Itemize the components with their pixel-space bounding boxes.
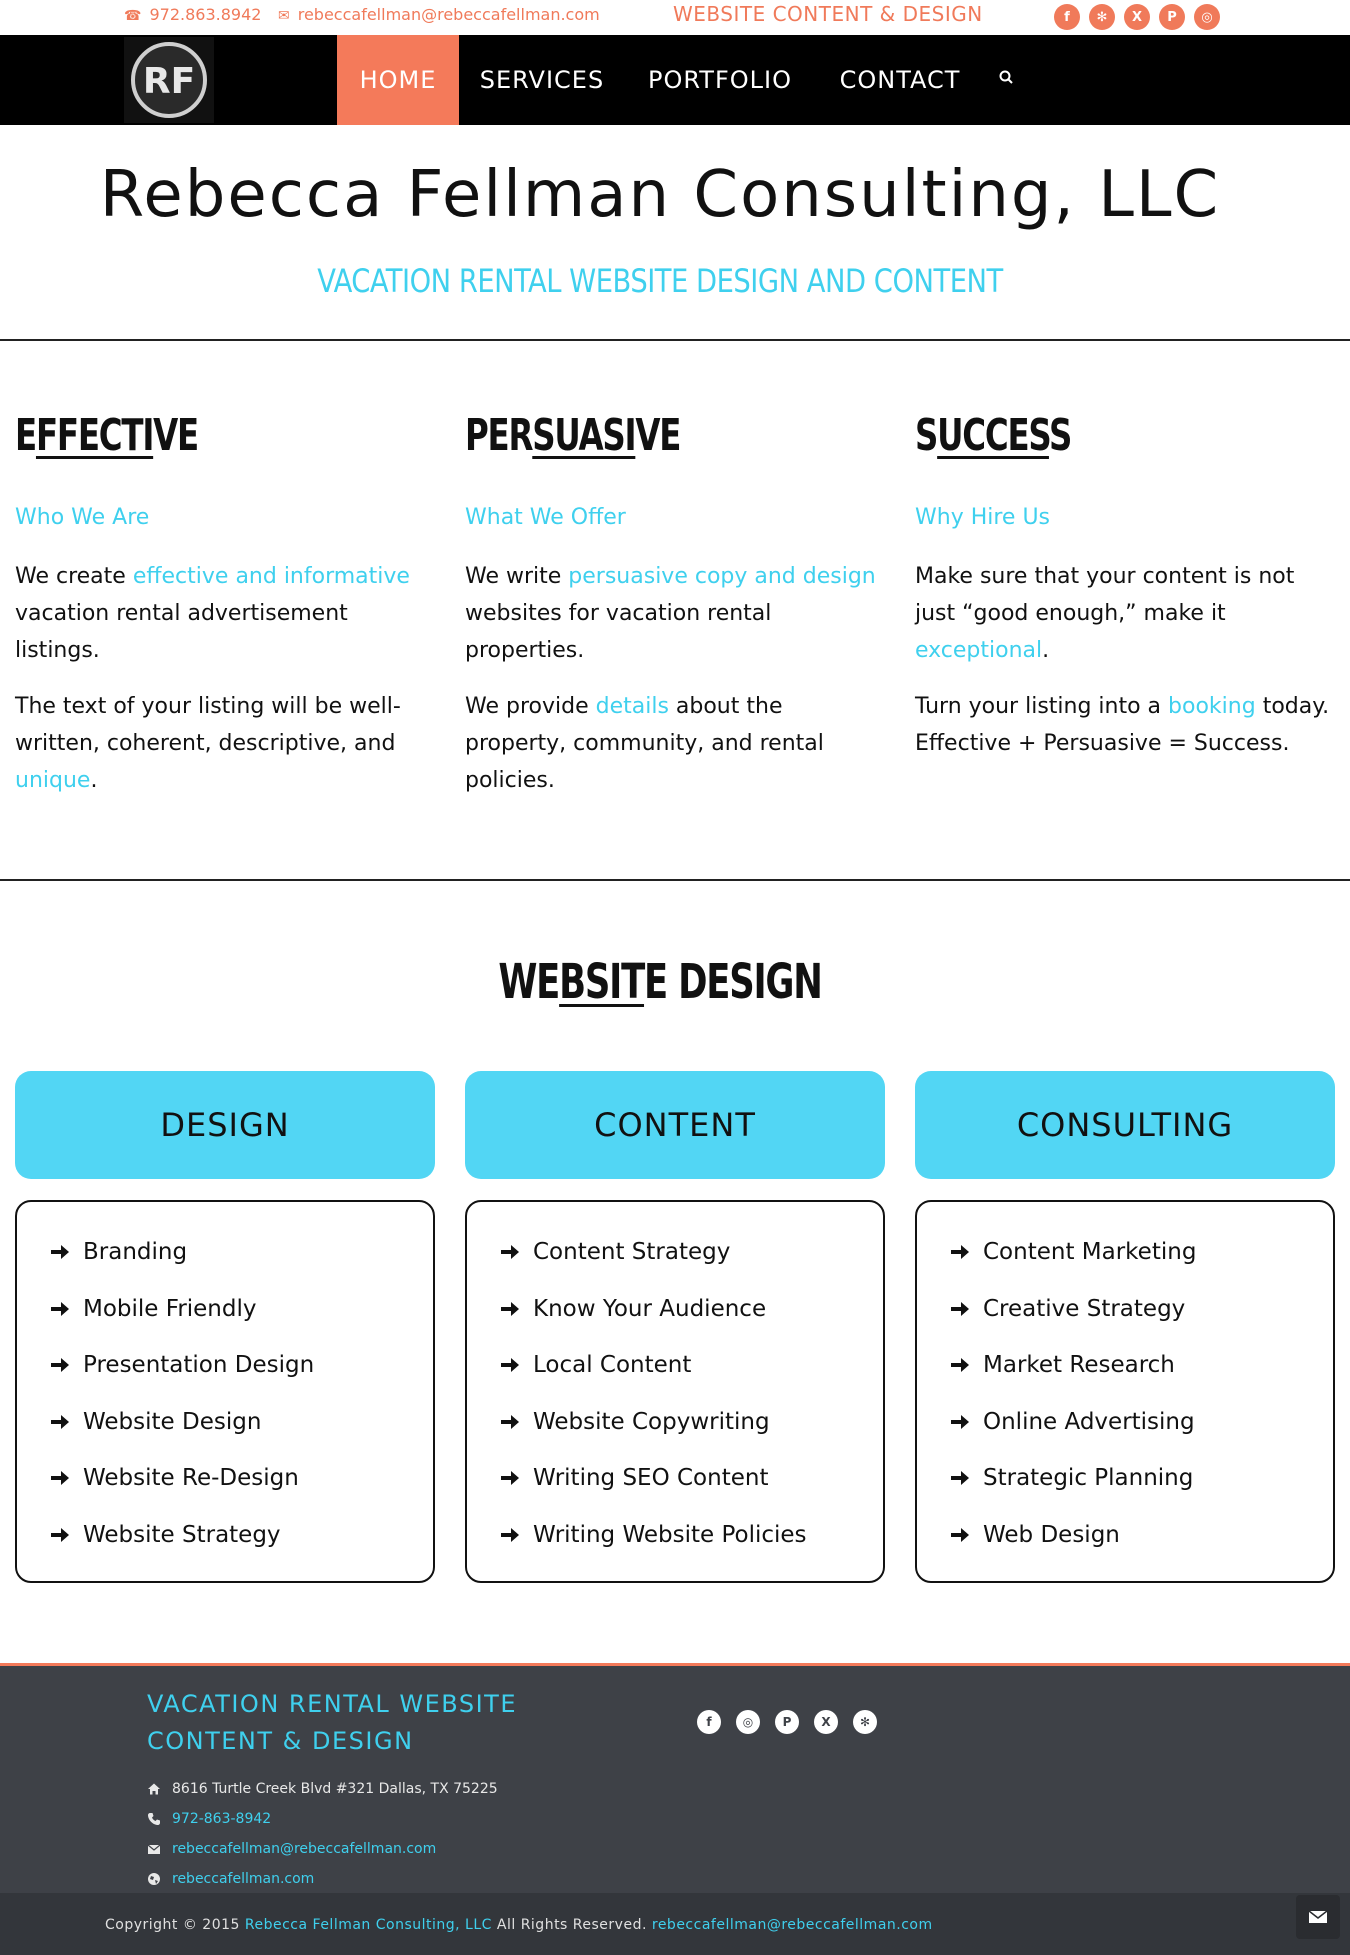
text: We provide <box>465 694 596 719</box>
list-item-label: Writing Website Policies <box>533 1521 807 1548</box>
copyright-email-link[interactable]: rebeccafellman@rebeccafellman.com <box>651 1917 933 1933</box>
arrow-right-icon <box>49 1298 71 1320</box>
footer-website-link[interactable]: rebeccafellman.com <box>172 1871 315 1887</box>
list-item <box>917 1224 1333 1281</box>
arrow-right-icon <box>49 1354 71 1376</box>
page-tagline: VACATION RENTAL WEBSITE DESIGN AND CONTENT <box>317 262 1003 300</box>
column-effective <box>15 410 435 799</box>
list-item-label: Know Your Audience <box>533 1295 767 1322</box>
arrow-right-icon <box>949 1411 971 1433</box>
list-item <box>917 1337 1333 1394</box>
list-item <box>917 1450 1333 1507</box>
text: Copyright © 2015 <box>105 1917 245 1933</box>
list-item <box>917 1394 1333 1451</box>
copyright-text <box>105 1917 933 1933</box>
topbar-phone-link[interactable] <box>124 5 261 24</box>
list-item-label: Online Advertising <box>983 1408 1195 1435</box>
highlight-text: exceptional <box>915 638 1043 663</box>
column-paragraph <box>465 558 885 669</box>
arrow-right-icon <box>499 1524 521 1546</box>
nav-contact[interactable]: CONTACT <box>839 66 961 94</box>
text: . <box>90 768 98 793</box>
list-item <box>17 1337 433 1394</box>
list-item-label: Content Strategy <box>533 1239 731 1266</box>
envelope-icon: ✉ <box>278 8 290 24</box>
topbar-title: WEBSITE CONTENT & DESIGN <box>673 2 983 26</box>
list-item <box>17 1281 433 1338</box>
card-list-content <box>465 1200 885 1583</box>
column-persuasive <box>465 410 885 799</box>
highlight-text: unique <box>15 768 91 793</box>
x-icon[interactable]: X <box>1124 4 1150 30</box>
card-header-consulting: CONSULTING <box>915 1071 1335 1179</box>
company-link[interactable]: Rebecca Fellman Consulting, LLC <box>244 1917 492 1933</box>
column-subtitle: Who We Are <box>15 505 150 530</box>
column-paragraph <box>15 558 435 669</box>
list-item-label: Web Design <box>983 1521 1120 1548</box>
page-title: Rebecca Fellman Consulting, LLC <box>99 158 1221 232</box>
text: Turn your listing into a <box>915 694 1169 719</box>
facebook-icon[interactable]: f <box>1054 4 1080 30</box>
heading-text: PERSUASIVE <box>465 410 681 461</box>
copyright-bar <box>0 1893 1350 1955</box>
footer <box>0 1663 1350 1893</box>
footer-address-text: 8616 Turtle Creek Blvd #321 Dallas, TX 75225 <box>172 1781 498 1797</box>
phone-icon: ☎ <box>124 8 142 24</box>
list-item <box>467 1337 883 1394</box>
arrow-right-icon <box>949 1524 971 1546</box>
yelp-icon[interactable]: ✻ <box>853 1710 877 1734</box>
pinterest-icon[interactable]: P <box>1159 4 1185 30</box>
list-item-label: Presentation Design <box>83 1352 315 1379</box>
list-item <box>17 1450 433 1507</box>
column-paragraph <box>15 688 435 799</box>
footer-email-link[interactable]: rebeccafellman@rebeccafellman.com <box>172 1841 437 1857</box>
site-logo[interactable] <box>124 37 214 123</box>
arrow-right-icon <box>499 1467 521 1489</box>
heading-text: EFFECTIVE <box>15 410 199 461</box>
footer-phone[interactable] <box>147 1811 271 1827</box>
text: vacation rental advertisement listings. <box>15 601 348 663</box>
globe-icon <box>147 1872 161 1886</box>
x-icon[interactable]: X <box>814 1710 838 1734</box>
column-heading <box>465 410 809 461</box>
highlight-text: effective and informative <box>132 564 410 589</box>
arrow-right-icon <box>949 1354 971 1376</box>
facebook-icon[interactable]: f <box>697 1710 721 1734</box>
text: websites for vacation rental properties. <box>465 601 772 663</box>
top-bar <box>0 0 1350 35</box>
list-item <box>917 1281 1333 1338</box>
main-nav <box>0 35 1350 125</box>
column-subtitle: What We Offer <box>465 505 626 530</box>
list-item-label: Website Design <box>83 1408 262 1435</box>
list-item-label: Market Research <box>983 1352 1175 1379</box>
divider <box>0 339 1350 341</box>
arrow-right-icon <box>49 1411 71 1433</box>
column-subtitle: Why Hire Us <box>915 505 1051 530</box>
footer-website[interactable] <box>147 1871 314 1887</box>
column-success <box>915 410 1335 762</box>
nav-portfolio[interactable]: PORTFOLIO <box>648 66 792 94</box>
list-item-label: Website Copywriting <box>533 1408 770 1435</box>
arrow-right-icon <box>49 1241 71 1263</box>
text: We write <box>465 564 569 589</box>
arrow-right-icon <box>49 1524 71 1546</box>
contact-message-button[interactable] <box>1296 1895 1340 1939</box>
arrow-right-icon <box>949 1467 971 1489</box>
highlight-text: persuasive copy and design <box>568 564 876 589</box>
topbar-phone: 972.863.8942 <box>149 5 262 24</box>
arrow-right-icon <box>499 1298 521 1320</box>
list-item <box>17 1507 433 1564</box>
list-item <box>467 1281 883 1338</box>
nav-services[interactable]: SERVICES <box>479 66 605 94</box>
list-item-label: Content Marketing <box>983 1239 1197 1266</box>
list-item-label: Writing SEO Content <box>533 1465 769 1492</box>
svg-text:RF: RF <box>142 61 196 102</box>
card-list-design <box>15 1200 435 1583</box>
arrow-right-icon <box>49 1467 71 1489</box>
instagram-icon[interactable]: ◎ <box>1194 4 1220 30</box>
search-icon[interactable] <box>995 66 1019 90</box>
underlined-text: SUASI <box>532 410 636 461</box>
card-list-consulting <box>915 1200 1335 1583</box>
arrow-right-icon <box>949 1298 971 1320</box>
list-item <box>467 1224 883 1281</box>
card-header-content: CONTENT <box>465 1071 885 1179</box>
instagram-icon[interactable]: ◎ <box>736 1710 760 1734</box>
arrow-right-icon <box>499 1241 521 1263</box>
footer-phone-link[interactable]: 972-863-8942 <box>172 1811 272 1827</box>
column-heading <box>15 410 359 461</box>
list-item-label: Website Re-Design <box>83 1465 299 1492</box>
list-item-label: Website Strategy <box>83 1521 281 1548</box>
logo-mark <box>129 40 209 120</box>
column-paragraph <box>915 688 1335 762</box>
pinterest-icon[interactable]: P <box>775 1710 799 1734</box>
yelp-icon[interactable]: ✻ <box>1089 4 1115 30</box>
underlined-text: FFECTI <box>35 410 154 461</box>
heading-text: SUCCESS <box>915 410 1072 461</box>
underlined-text: UCCES <box>937 410 1049 461</box>
list-item <box>17 1394 433 1451</box>
topbar-email: rebeccafellman@rebeccafellman.com <box>297 5 600 24</box>
list-item-label: Branding <box>83 1239 188 1266</box>
text: about the property, community, and rental policies. <box>465 694 824 793</box>
list-item <box>467 1394 883 1451</box>
arrow-right-icon <box>499 1411 521 1433</box>
column-heading <box>915 410 1259 461</box>
envelope-icon <box>1308 1909 1328 1925</box>
home-icon <box>147 1782 161 1796</box>
card-header-design: DESIGN <box>15 1071 435 1179</box>
divider <box>0 879 1350 881</box>
text: Make sure that your content is not just “good enough,” make it <box>915 564 1295 626</box>
underlined-text: BSIT <box>559 954 645 1010</box>
arrow-right-icon <box>499 1354 521 1376</box>
phone-icon <box>147 1812 161 1826</box>
text: today. Effective + Persuasive = Success. <box>915 694 1330 756</box>
column-paragraph <box>915 558 1335 669</box>
list-item <box>467 1507 883 1564</box>
list-item-label: Mobile Friendly <box>83 1295 257 1322</box>
list-item-label: Strategic Planning <box>983 1465 1194 1492</box>
highlight-text: details <box>595 694 669 719</box>
nav-home[interactable]: HOME <box>337 35 459 125</box>
list-item <box>467 1450 883 1507</box>
text: All Rights Reserved. <box>491 1917 652 1933</box>
topbar-email-link[interactable] <box>278 5 600 24</box>
footer-address <box>147 1781 498 1797</box>
list-item-label: Creative Strategy <box>983 1295 1186 1322</box>
text: . <box>1042 638 1050 663</box>
list-item-label: Local Content <box>533 1352 692 1379</box>
list-item <box>17 1224 433 1281</box>
envelope-icon <box>147 1842 161 1856</box>
text: The text of your listing will be well-written, coherent, descriptive, and <box>15 694 401 756</box>
arrow-right-icon <box>949 1241 971 1263</box>
footer-title: VACATION RENTAL WEBSITE CONTENT & DESIGN <box>147 1690 517 1755</box>
section-title-text: WEBSITE DESIGN <box>498 954 822 1010</box>
section-title <box>119 954 1201 1010</box>
footer-email[interactable] <box>147 1841 436 1857</box>
column-paragraph <box>465 688 885 799</box>
highlight-text: booking <box>1168 694 1256 719</box>
list-item <box>917 1507 1333 1564</box>
text: We create <box>15 564 133 589</box>
